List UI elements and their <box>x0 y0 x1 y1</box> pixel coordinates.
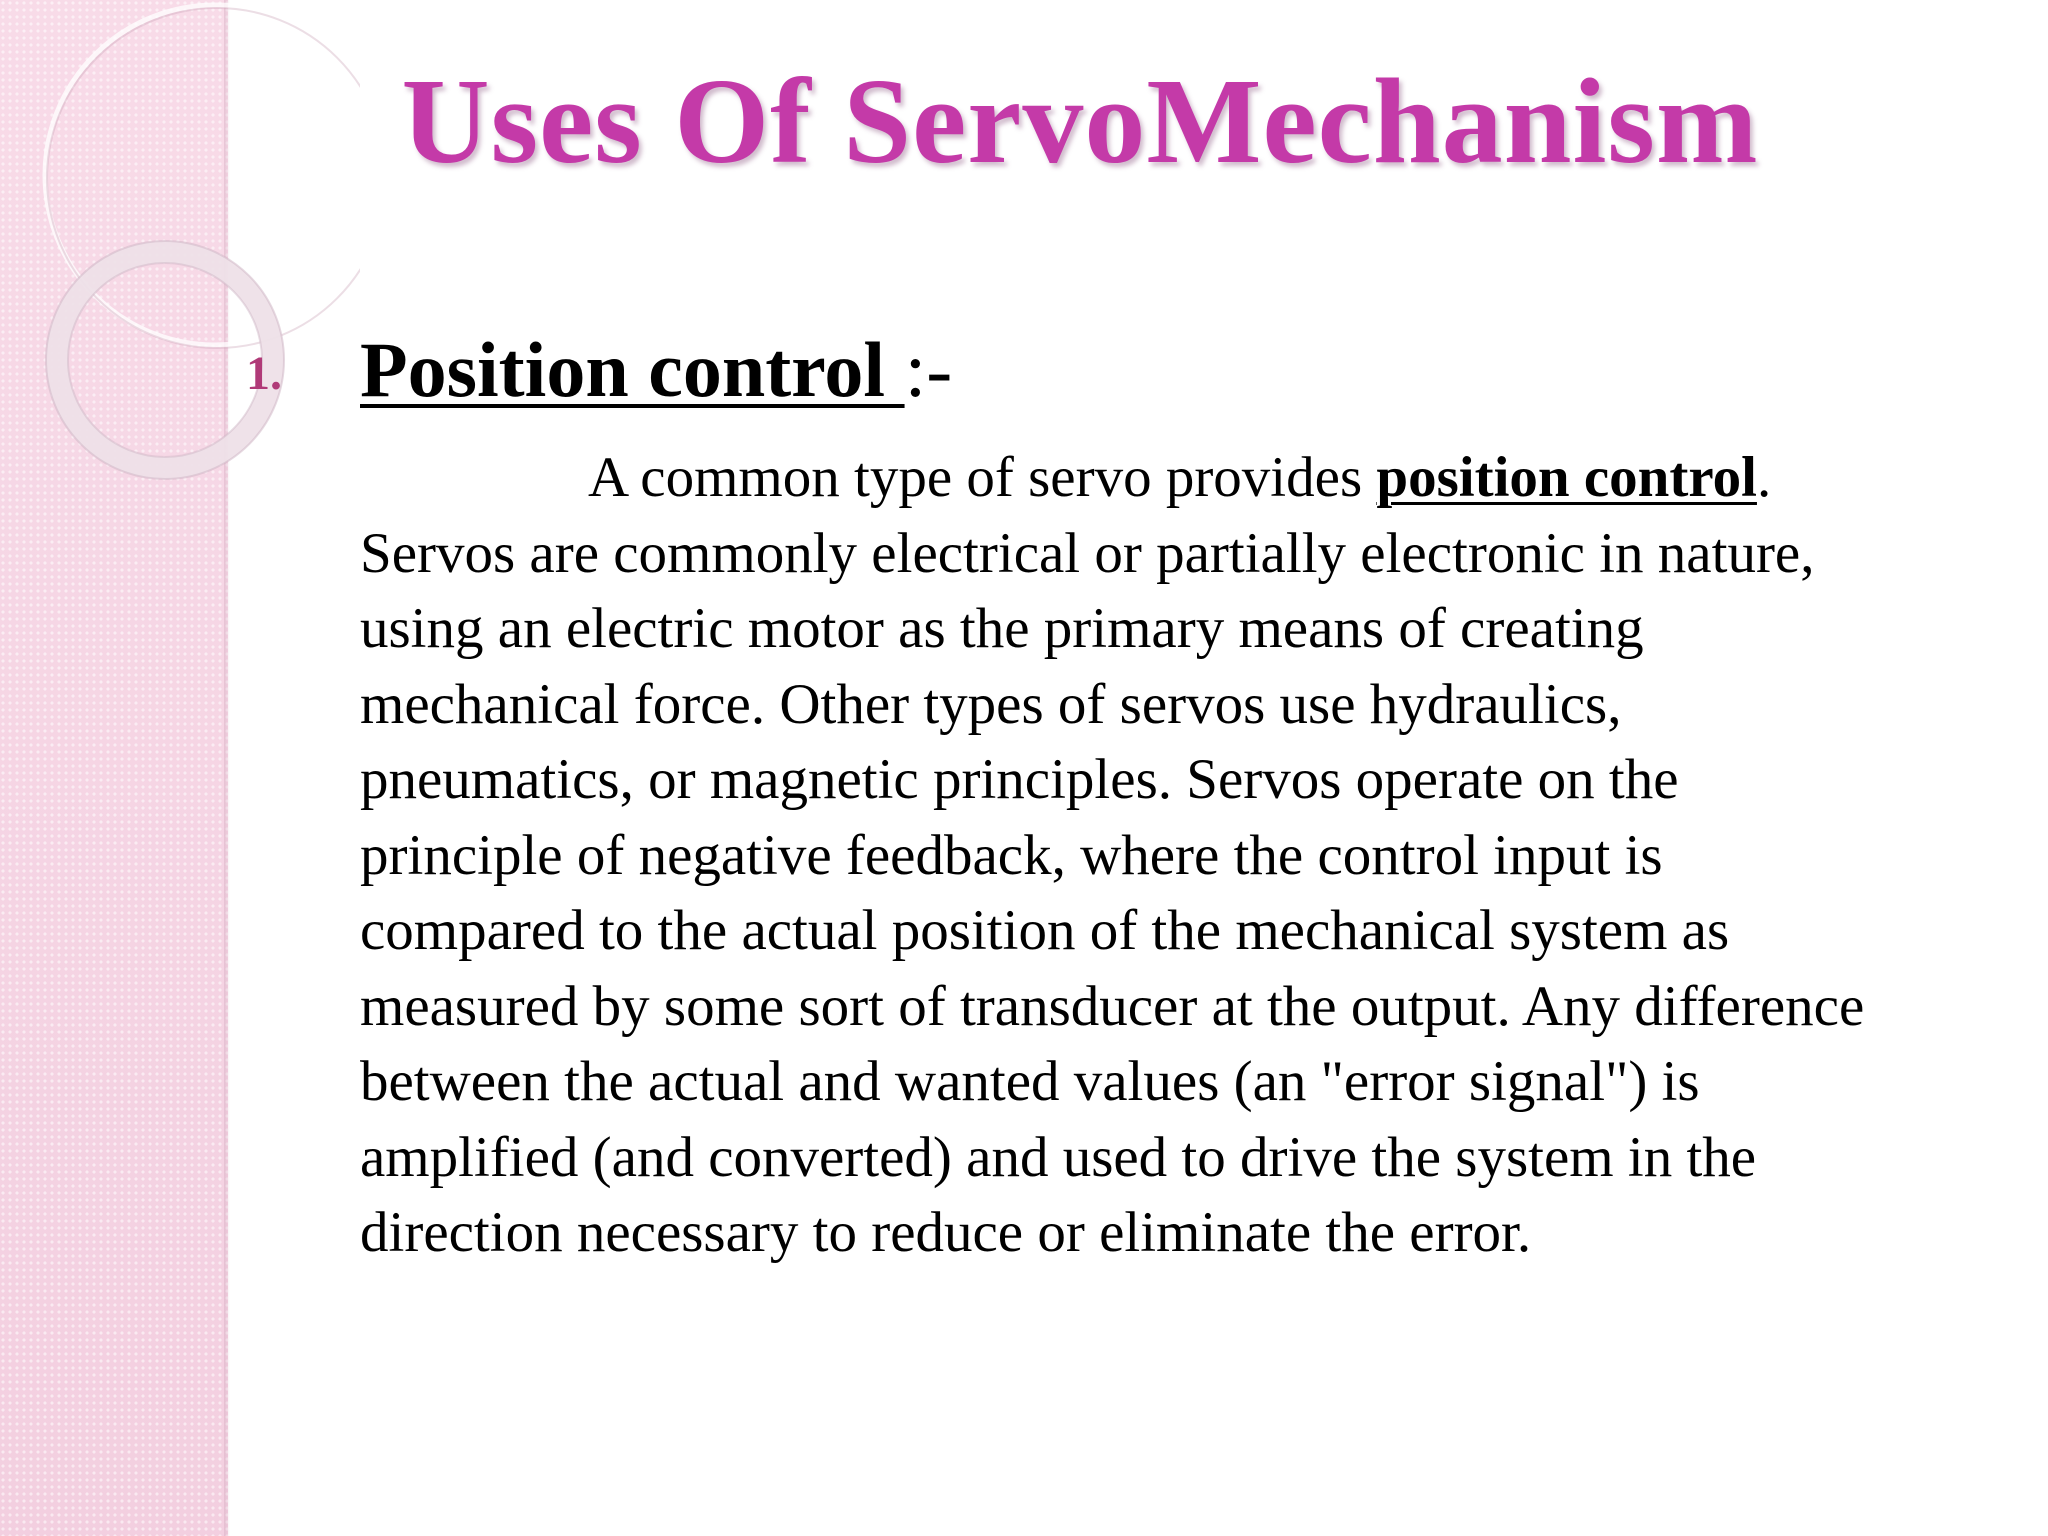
body-emphasis: position control <box>1376 446 1757 509</box>
slide-title: Uses Of ServoMechanism <box>401 54 1759 189</box>
list-item-number: 1. <box>246 347 282 400</box>
body-rest: . Servos are commonly electrical or partially electronic in nature, using an electric motor as the primary means of creating mechanical force. Other types of servos use hydraulics, pneumatics, or magnetic principles. Servos operate on the principle of negative feedback, where the control input is compared to the actual position of the mechanical system as measured by some sort of transducer at the output. Any difference between the actual and wanted values (an "error signal") is amplified (and converted) and used to drive the system in the direction necessary to reduce or eliminate the error. <box>360 446 1865 1264</box>
heading-suffix: :- <box>904 326 953 413</box>
ring-small <box>57 252 273 468</box>
body-lead: A common type of servo provides <box>588 446 1377 509</box>
list-item-heading <box>360 320 952 420</box>
body-paragraph <box>360 440 1880 1271</box>
ring-small-inner-outline <box>68 263 262 457</box>
heading-label: Position control <box>360 326 905 413</box>
